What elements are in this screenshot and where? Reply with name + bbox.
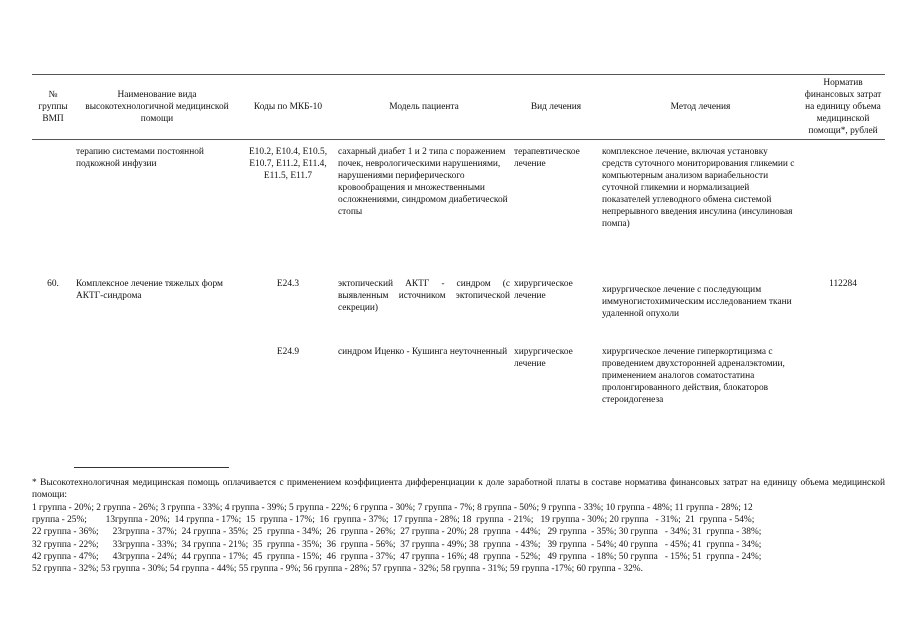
header-care-type: Наименование вида высокотехнологичной медицинской помощи	[74, 75, 240, 140]
footnote-group-line: 22 группа - 36%; 23группа - 37%; 24 группа - 35%; 25 группа - 34%; 26 группа - 26%; 27 группа - 20%; 28 группа - 44%; 29 группа - 35%; 30 группа - 34%; 31 группа - 38%;	[32, 527, 762, 538]
treatment-type: терапевтическое лечение	[514, 147, 580, 169]
group-number	[32, 346, 74, 426]
patient-model: эктопический АКТГ - синдром (с выявленным источником эктопической секреции)	[338, 279, 510, 313]
footnote-group-line: группа - 25%; 13группа - 20%; 14 группа - 17%; 15 группа - 17%; 16 группа - 37%; 17 группа - 28%; 18 группа - 21%; 19 группа - 30%; 20 группа - 31%; 21 группа - 54%;	[32, 515, 755, 526]
treatment-method: хирургическое лечение гиперкортицизма с проведением двухсторонней адреналэктомии, применением аналогов соматостатина пролонгированного действия, блокаторов стероидогенеза	[602, 347, 785, 405]
treatment-method: хирургическое лечение с последующим иммуногистохимическим исследованием ткани удаленной опухоли	[602, 285, 792, 319]
table-row	[32, 272, 885, 346]
header-row	[32, 75, 885, 140]
table-row	[32, 140, 885, 273]
header-cost-norm: Норматив финансовых затрат на единицу объема медицинской помощи*, рублей	[801, 75, 885, 140]
icd-codes: E10.2, E10.4, E10.5, E10.7, E11.2, E11.4, E11.5, E11.7	[248, 147, 328, 181]
cost-norm	[801, 346, 885, 426]
group-number	[32, 140, 74, 273]
icd-codes: E24.3	[276, 279, 300, 289]
footnote-group-line: 42 группа - 47%; 43группа - 24%; 44 группа - 17%; 45 группа - 15%; 46 группа - 37%; 47 группа - 16%; 48 группа - 52%; 49 группа - 18%; 50 группа - 15%; 51 группа - 24%;	[32, 551, 762, 562]
care-type-name: Комплексное лечение тяжелых форм АКТГ-синдрома	[76, 279, 223, 301]
treatment-type: хирургическое лечение	[514, 279, 573, 301]
footnote-group-line: 1 группа - 20%; 2 группа - 26%; 3 группа - 33%; 4 группа - 39%; 5 группа - 22%; 6 группа - 30%; 7 группа - 7%; 8 группа - 50%; 9 группа - 33%; 10 группа - 48%; 11 группа - 28%; 12	[32, 503, 753, 513]
table-row	[32, 346, 885, 426]
vmp-table	[32, 74, 885, 426]
patient-model: синдром Иценко - Кушинга неуточненный	[338, 347, 508, 357]
footnote-separator	[74, 467, 229, 468]
care-type-name	[74, 346, 240, 426]
header-group-num: № группы ВМП	[32, 75, 74, 140]
cost-norm	[801, 140, 885, 273]
header-treatment-method: Метод лечения	[600, 75, 801, 140]
footnote-groups	[32, 502, 885, 575]
treatment-type: хирургическое лечение	[514, 347, 573, 369]
care-type-name: терапию системами постоянной подкожной инфузии	[76, 147, 204, 169]
cost-norm: 112284	[829, 279, 857, 289]
footnote-group-line: 52 группа - 32%; 53 группа - 30%; 54 группа - 44%; 55 группа - 9%; 56 группа - 28%; 57 группа - 32%; 58 группа - 31%; 59 группа -17%; 60 группа - 32%.	[32, 563, 643, 574]
footnote-text: * Высокотехнологичная медицинская помощь оплачивается с применением коэффициента дифференциации к доле заработной платы в составе норматива финансовых затрат на единицу объема медицинской помощи:	[32, 478, 885, 500]
icd-codes: E24.9	[276, 347, 300, 357]
footnote-group-line: 32 группа - 22%; 33группа - 33%; 34 группа - 21%; 35 группа - 35%; 36 группа - 56%; 37 группа - 49%; 38 группа - 43%; 39 группа - 54%; 40 группа - 45%; 41 группа - 34%;	[32, 539, 762, 550]
group-number: 60.	[47, 279, 59, 289]
treatment-method-cell	[600, 272, 801, 346]
treatment-method: комплексное лечение, включая установку средств суточного мониторирования гликемии с компьютерным анализом вариабельности суточной гликемии и нормализацией показателей углеводного обмена системой непрерывного введения инсулина (инсулиновая помпа)	[602, 147, 795, 229]
patient-model: сахарный диабет 1 и 2 типа с поражением почек, неврологическими нарушениями, нарушениями периферического кровообращения и множественными осложнениями, синдромом диабетической стопы	[338, 147, 508, 217]
header-treatment-type: Вид лечения	[512, 75, 600, 140]
header-icd-codes: Коды по МКБ-10	[240, 75, 336, 140]
header-patient-model: Модель пациента	[336, 75, 512, 140]
